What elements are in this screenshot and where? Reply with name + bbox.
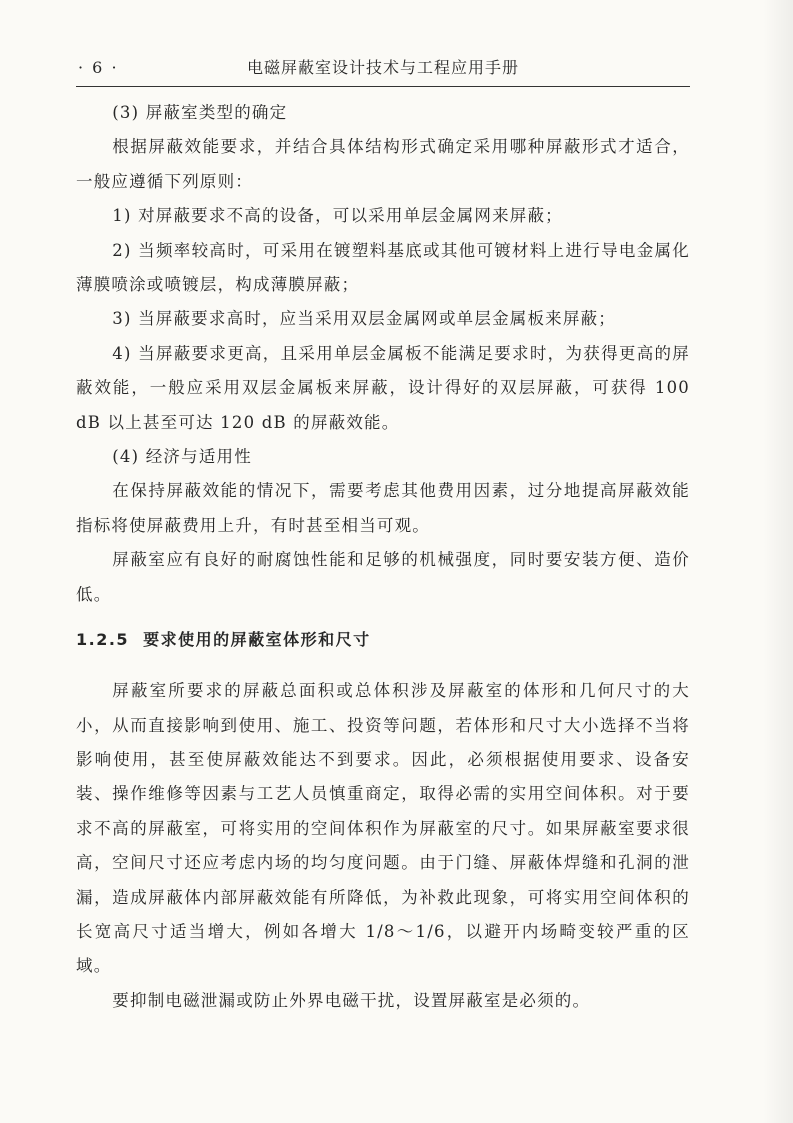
subheading-shield-room-type: (3) 屏蔽室类型的确定 [112,103,288,122]
paragraph-principles-intro: 根据屏蔽效能要求，并结合具体结构形式确定采用哪种屏蔽形式才适合，一般应遵循下列原则： [76,137,690,191]
list-item-3: 3) 当屏蔽要求高时，应当采用双层金属网或单层金属板来屏蔽； [112,309,616,329]
section-number: 1.2.5 [76,630,130,650]
running-title: 电磁屏蔽室设计技术与工程应用手册 [246,58,519,77]
list-item-4: 4) 当屏蔽要求更高，且采用单层金属板不能满足要求时，为获得更高的屏蔽效能，一般应采用双层金属板来屏蔽，设计得好的双层屏蔽，可获得 100 dB 以上甚至可达 120 dB 的屏蔽效能。 [76,343,690,432]
page-edge-shadow [763,0,793,1123]
header-rule [76,86,690,87]
page-number: · 6 · [78,58,119,77]
section-heading [76,623,690,657]
paragraph-conclusion: 要抑制电磁泄漏或防止外界电磁干扰，设置屏蔽室是必须的。 [112,990,591,1010]
list-item-1: 1) 对屏蔽要求不高的设备，可以采用单层金属网来屏蔽； [112,206,563,226]
paragraph-cost: 在保持屏蔽效能的情况下，需要考虑其他费用因素，过分地提高屏蔽效能指标将使屏蔽费用上升，有时甚至相当可观。 [76,481,690,535]
list-item-2: 2) 当频率较高时，可采用在镀塑料基底或其他可镀材料上进行导电金属化薄膜喷涂或喷镀层，构成薄膜屏蔽； [76,240,690,295]
page-header [76,56,690,80]
section-title: 要求使用的屏蔽室体形和尺寸 [143,630,371,650]
paragraph-size-requirements: 屏蔽室所要求的屏蔽总面积或总体积涉及屏蔽室的体形和几何尺寸的大小，从而直接影响到使用、施工、投资等问题，若体形和尺寸大小选择不当将影响使用，甚至使屏蔽效能达不到要求。因此，必须根据使用要求、设备安装、操作维修等因素与工艺人员慎重商定，取得必需的实用空间体积。对于要求不高的屏蔽室，可将实用的空间体积作为屏蔽室的尺寸。如果屏蔽室要求很高，空间尺寸还应考虑内场的均匀度问题。由于门缝、屏蔽体焊缝和孔洞的泄漏，造成屏蔽体内部屏蔽效能有所降低，为补救此现象，可将实用空间体积的长宽高尺寸适当增大，例如各增大 1/8～1/6，以避开内场畸变较严重的区域。 [76,681,690,976]
body-text [76,96,690,1018]
subheading-economy: (4) 经济与适用性 [112,447,252,467]
paragraph-durability: 屏蔽室应有良好的耐腐蚀性能和足够的机械强度，同时要安装方便、造价低。 [76,550,690,604]
